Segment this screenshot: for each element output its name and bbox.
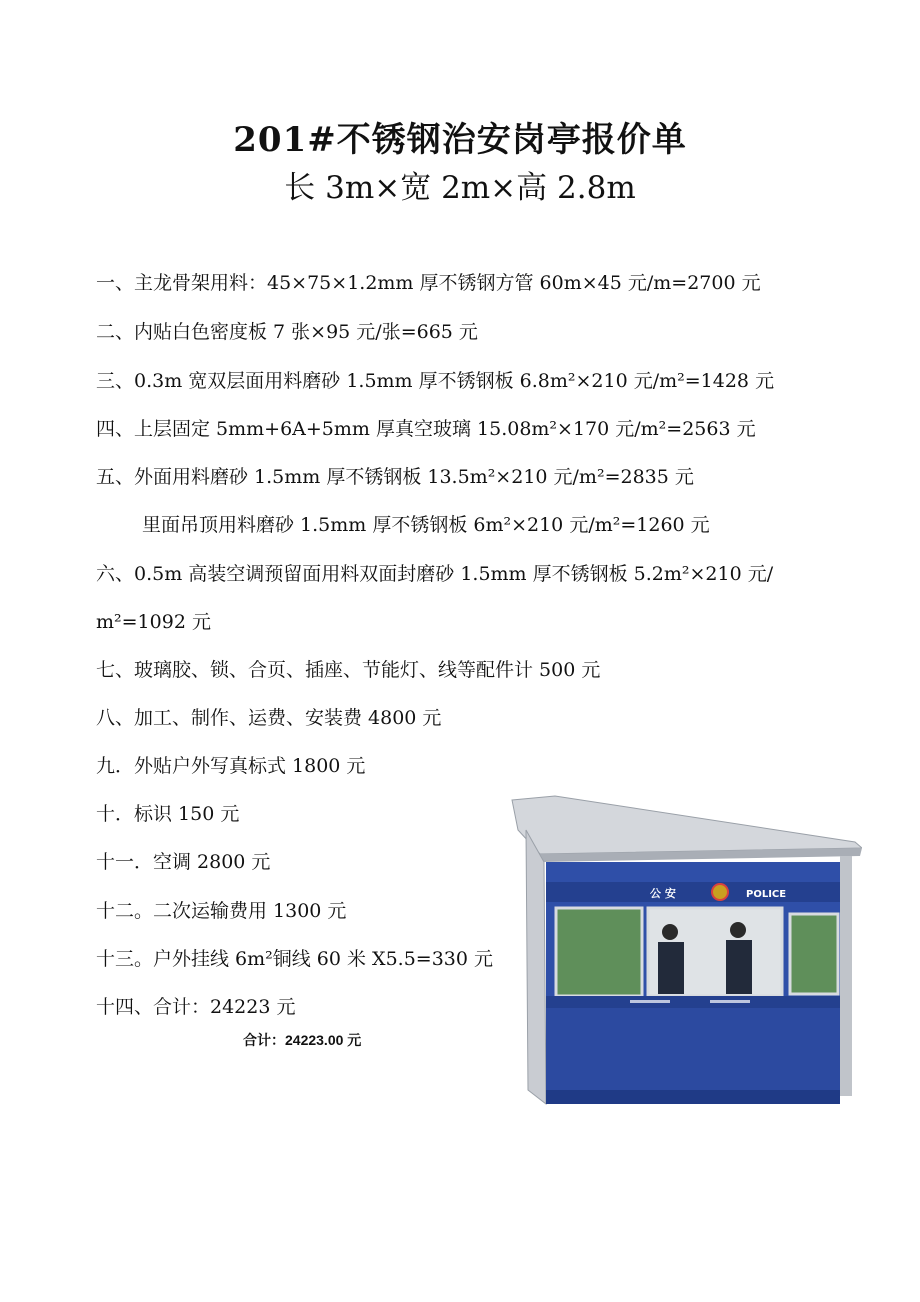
booth-sign-text: 公 安 — [650, 887, 676, 900]
booth-window — [556, 908, 642, 996]
booth-sign-text: POLICE — [746, 889, 787, 900]
quote-item: 十．标识 150 元 — [96, 803, 240, 825]
quote-item: 二、内贴白色密度板 7 张×95 元/张=665 元 — [96, 321, 478, 343]
booth-lower-panel — [546, 1008, 840, 1104]
quote-item: 六、0.5m 高装空调预留面用料双面封磨砂 1.5mm 厚不锈钢板 5.2m²×210 元/ — [96, 563, 774, 585]
booth-window — [790, 914, 838, 994]
guard-head — [730, 922, 746, 938]
guard-head — [662, 924, 678, 940]
quote-item: 八、加工、制作、运费、安装费 4800 元 — [96, 707, 442, 729]
quote-item: 三、0.3m 宽双层面用料磨砂 1.5mm 厚不锈钢板 6.8m²×210 元/m²=1428 元 — [96, 370, 775, 392]
quote-item: 七、玻璃胶、锁、合页、插座、节能灯、线等配件计 500 元 — [96, 659, 601, 681]
guard-body — [726, 940, 752, 994]
booth-counter — [546, 996, 840, 1008]
quote-item: 五、外面用料磨砂 1.5mm 厚不锈钢板 13.5m²×210 元/m²=2835 元 — [96, 466, 694, 488]
quote-item: 十一．空调 2800 元 — [96, 851, 271, 873]
guard-body — [658, 942, 684, 994]
quote-item: 九．外贴户外写真标式 1800 元 — [96, 755, 366, 777]
police-emblem-icon — [712, 884, 728, 900]
page-title: 201#不锈钢治安岗亭报价单 — [233, 120, 687, 160]
quote-item: 十三。户外挂线 6m²铜线 60 米 X5.5=330 元 — [96, 948, 494, 970]
quote-item-continuation: 里面吊顶用料磨砂 1.5mm 厚不锈钢板 6m²×210 元/m²=1260 元 — [142, 514, 710, 536]
booth-sign-strip — [546, 882, 840, 902]
police-booth-image — [510, 790, 862, 1108]
page-subtitle: 长 3m×宽 2m×高 2.8m — [284, 170, 636, 206]
quote-item-total: 十四、合计：24223 元 — [96, 996, 296, 1018]
quote-item: 一、主龙骨架用料：45×75×1.2mm 厚不锈钢方管 60m×45 元/m=2700 元 — [96, 272, 761, 294]
quote-item-continuation: m²=1092 元 — [96, 611, 211, 633]
booth-post — [840, 856, 852, 1096]
quote-item: 十二。二次运输费用 1300 元 — [96, 900, 347, 922]
quote-item: 四、上层固定 5mm+6A+5mm 厚真空玻璃 15.08m²×170 元/m²=2563 元 — [96, 418, 756, 440]
grand-total: 合计：24223.00 元 — [243, 1032, 362, 1048]
booth-post — [526, 830, 546, 1104]
booth-roof — [512, 796, 862, 854]
